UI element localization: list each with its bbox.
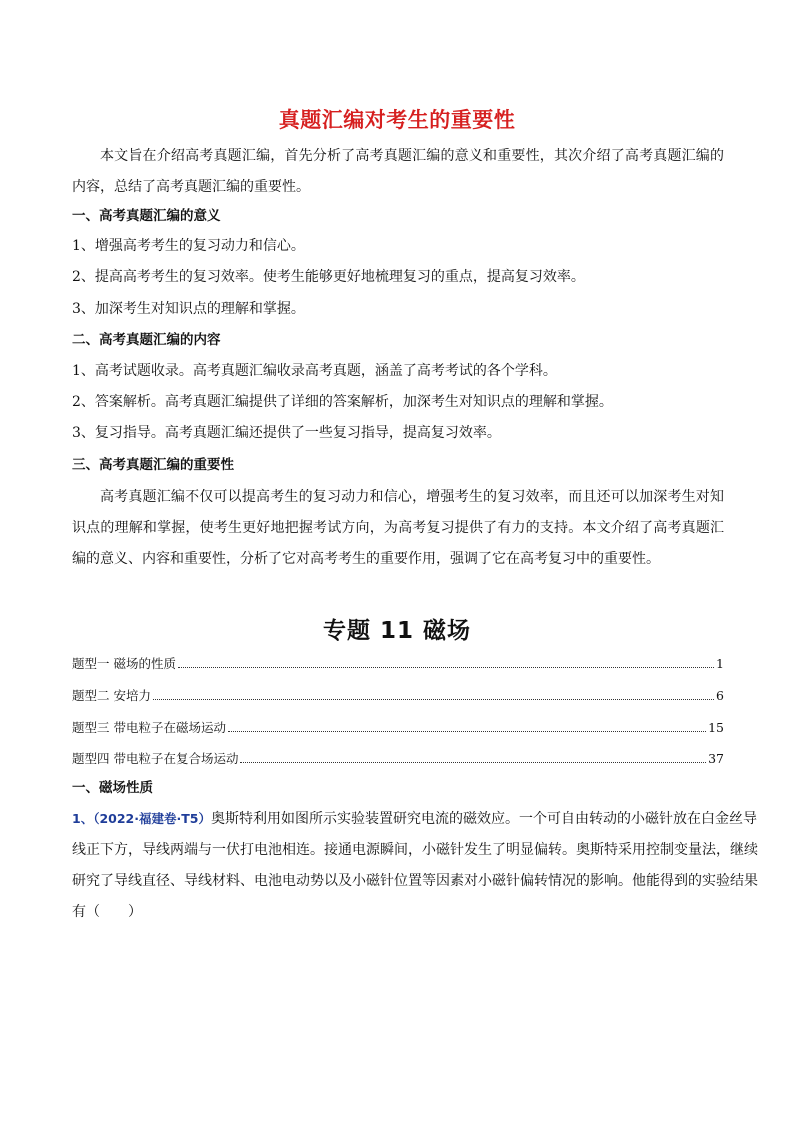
list-item: 3、加深考生对知识点的理解和掌握。: [72, 301, 305, 317]
toc-leader: [178, 667, 714, 668]
topic-title: 专题 11 磁场: [322, 618, 472, 644]
list-item: 1、高考试题收录。高考真题汇编收录高考真题，涵盖了高考考试的各个学科。: [72, 363, 557, 379]
toc-leader: [240, 762, 706, 763]
question-1: [72, 803, 758, 928]
toc-label: 题型一 磁场的性质: [72, 656, 176, 671]
toc-page-number: 6: [716, 688, 724, 703]
toc-leader: [153, 699, 714, 700]
toc-label: 题型二 安培力: [72, 688, 151, 703]
list-item: 1、增强高考考生的复习动力和信心。: [72, 238, 305, 254]
toc-label: 题型四 带电粒子在复合场运动: [72, 751, 239, 766]
importance-paragraph: 高考真题汇编不仅可以提高考生的复习动力和信心，增强考生的复习效率，而且还可以加深考生对知识点的理解和掌握，使考生更好地把握考试方向，为高考复习提供了有力的支持。本文介绍了高考真题汇编的意义、内容和重要性，分析了它对高考考生的重要作用，强调了它在高考复习中的重要性。: [72, 489, 724, 567]
section-heading-importance: 三、高考真题汇编的重要性: [72, 457, 234, 473]
section-heading-content: 二、高考真题汇编的内容: [72, 332, 221, 348]
question-text: 奥斯特利用如图所示实验装置研究电流的磁效应。一个可自由转动的小磁针放在白金丝导线正下方，导线两端与一伏打电池相连。接通电源瞬间，小磁针发生了明显偏转。奥斯特采用控制变量法，继续研究了导线直径、导线材料、电池电动势以及小磁针位置等因素对小磁针偏转情况的影响。他能得到的实验结果有（ ）: [72, 811, 758, 920]
list-item: 2、提高高考考生的复习效率。使考生能够更好地梳理复习的重点，提高复习效率。: [72, 269, 585, 285]
toc-entry[interactable]: [72, 716, 724, 736]
section-heading-meaning: 一、高考真题汇编的意义: [72, 208, 221, 224]
toc-page-number: 1: [716, 656, 724, 671]
part-heading: 一、磁场性质: [72, 780, 153, 796]
toc-leader: [228, 731, 706, 732]
intro-paragraph: 本文旨在介绍高考真题汇编，首先分析了高考真题汇编的意义和重要性，其次介绍了高考真题汇编的内容，总结了高考真题汇编的重要性。: [72, 148, 724, 195]
list-item: 3、复习指导。高考真题汇编还提供了一些复习指导，提高复习效率。: [72, 425, 501, 441]
toc-entry[interactable]: [72, 652, 724, 672]
toc-entry[interactable]: [72, 684, 724, 704]
question-source: 1、（2022·福建卷·T5）: [72, 811, 211, 826]
toc-label: 题型三 带电粒子在磁场运动: [72, 720, 226, 735]
toc-page-number: 15: [708, 720, 724, 735]
list-item: 2、答案解析。高考真题汇编提供了详细的答案解析，加深考生对知识点的理解和掌握。: [72, 394, 613, 410]
page-title: 真题汇编对考生的重要性: [278, 108, 516, 132]
toc-page-number: 37: [708, 751, 724, 766]
toc-entry[interactable]: [72, 747, 724, 767]
